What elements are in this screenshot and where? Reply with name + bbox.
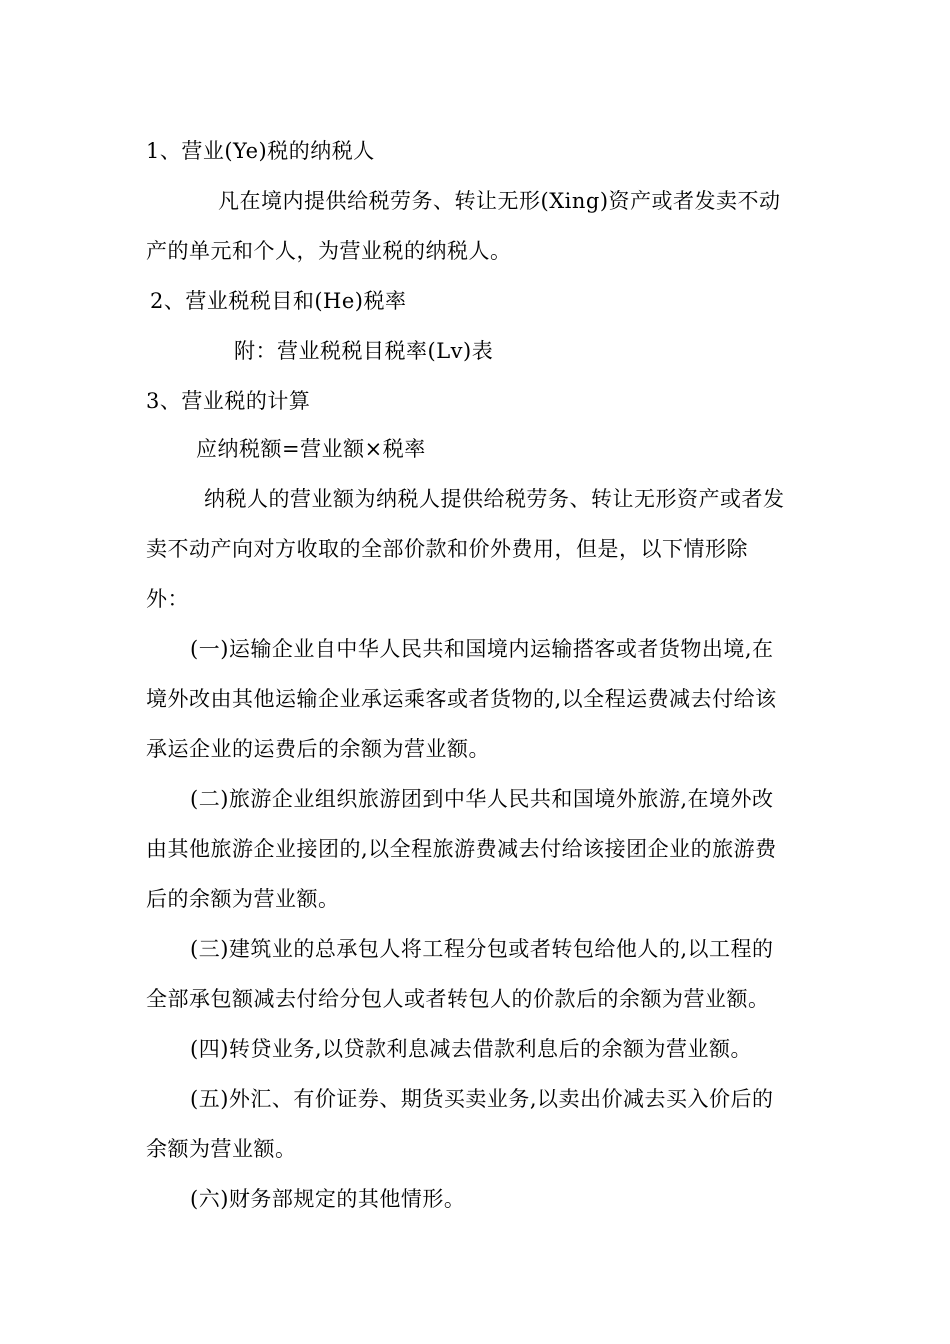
section-3-body-line: 外： bbox=[146, 587, 189, 611]
section-3-body-line: 卖不动产向对方收取的全部价款和价外费用，但是，以下情形除 bbox=[146, 537, 748, 561]
exception-3-line: (三)建筑业的总承包人将工程分包或者转包给他人的,以工程的 bbox=[190, 937, 774, 961]
exception-3-line: 全部承包额减去付给分包人或者转包人的价款后的余额为营业额。 bbox=[146, 987, 770, 1011]
formula-line: 应纳税额=营业额×税率 bbox=[196, 437, 426, 461]
section-1-body-line: 凡在境内提供给税劳务、转让无形(Xing)资产或者发卖不动 bbox=[218, 189, 781, 213]
section-2-body-line: 附：营业税税目税率(Lv)表 bbox=[234, 339, 494, 363]
section-3-body-line: 纳税人的营业额为纳税人提供给税劳务、转让无形资产或者发 bbox=[204, 487, 785, 511]
exception-2-line: (二)旅游企业组织旅游团到中华人民共和国境外旅游,在境外改 bbox=[190, 787, 774, 811]
exception-2-line: 由其他旅游企业接团的,以全程旅游费减去付给该接团企业的旅游费 bbox=[146, 837, 777, 861]
exception-5-line: 余额为营业额。 bbox=[146, 1137, 297, 1161]
exception-2-line: 后的余额为营业额。 bbox=[146, 887, 340, 911]
section-1-heading: 1、营业(Ye)税的纳税人 bbox=[146, 139, 375, 163]
exception-1-line: 境外改由其他运输企业承运乘客或者货物的,以全程运费减去付给该 bbox=[146, 687, 777, 711]
section-1-body-line: 产的单元和个人，为营业税的纳税人。 bbox=[146, 239, 512, 263]
section-3-heading: 3、营业税的计算 bbox=[146, 389, 311, 413]
exception-1-line: 承运企业的运费后的余额为营业额。 bbox=[146, 737, 490, 761]
section-2-heading: 2、营业税税目和(He)税率 bbox=[150, 289, 407, 313]
exception-4-line: (四)转贷业务,以贷款利息减去借款利息后的余额为营业额。 bbox=[190, 1037, 753, 1061]
exception-1-line: (一)运输企业自中华人民共和国境内运输搭客或者货物出境,在 bbox=[190, 637, 774, 661]
exception-6-line: (六)财务部规定的其他情形。 bbox=[190, 1187, 466, 1211]
exception-5-line: (五)外汇、有价证券、期货买卖业务,以卖出价减去买入价后的 bbox=[190, 1087, 774, 1111]
